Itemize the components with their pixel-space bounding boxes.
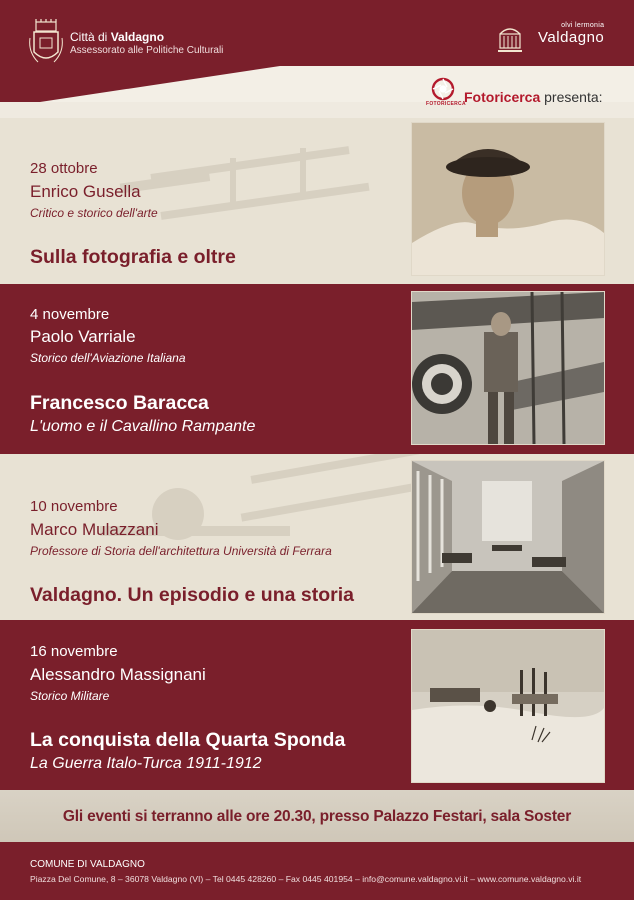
event-band-2 (0, 284, 634, 454)
aviator-photo (411, 291, 605, 445)
city-title (70, 30, 164, 44)
event-speaker: Alessandro Massignani (30, 665, 206, 684)
event-date: 4 novembre (30, 306, 110, 323)
event-date: 10 novembre (30, 498, 118, 515)
event-band-1 (0, 118, 634, 284)
venue-info: Gli eventi si terranno alle ore 20.30, presso Palazzo Festari, sala Soster (62, 808, 572, 825)
interior-photo (411, 460, 605, 614)
footer-org-part1: COMUNE (30, 859, 75, 870)
event-title: Sulla fotografia e oltre (30, 246, 236, 268)
city-crest-icon (28, 18, 64, 68)
event-subtitle: La Guerra Italo-Turca 1911-1912 (30, 755, 262, 772)
event-title: Francesco Baracca (30, 392, 209, 414)
event-title: Valdagno. Un episodio e una storia (30, 584, 354, 606)
city-name: Valdagno (110, 30, 165, 44)
theatre-logo-icon (496, 22, 524, 54)
partner-logo (538, 22, 604, 46)
event-subtitle: L'uomo e il Cavallino Rampante (30, 418, 256, 435)
event-title: La conquista della Quarta Sponda (30, 729, 346, 751)
footer-org-part2: DI VALDAGNO (77, 859, 145, 870)
event-role: Storico Militare (30, 689, 110, 703)
event-speaker: Marco Mulazzani (30, 520, 159, 539)
fotoricerca-mark-label: FOTORICERCA (426, 101, 466, 107)
event-speaker: Paolo Varriale (30, 327, 136, 346)
event-band-3 (0, 454, 634, 620)
event-role: Professore di Storia dell'architettura Università di Ferrara (30, 544, 332, 558)
portrait-photo (411, 122, 605, 276)
footer (0, 842, 634, 900)
event-speaker: Enrico Gusella (30, 182, 141, 201)
desert-photo (411, 629, 605, 783)
event-band-4 (0, 620, 634, 790)
fotoricerca-logo-icon (430, 76, 456, 102)
presenta-word: presenta: (544, 89, 603, 105)
partner-name: Valdagno (538, 29, 605, 46)
presenter-line (464, 89, 603, 105)
footer-address: Piazza Del Comune, 8 – 36078 Valdagno (VI) – Tel 0445 428260 – Fax 0445 401954 – info@comune.valdagno.vi.it – www.comune.valdagno.vi.it (30, 874, 582, 884)
department-label: Assessorato alle Politiche Culturali (70, 45, 224, 56)
event-role: Critico e storico dell'arte (30, 206, 158, 220)
event-date: 28 ottobre (30, 160, 98, 177)
city-prefix: Città di (70, 30, 108, 44)
footer-org (30, 859, 145, 870)
partner-sub: olvi lermonia (561, 22, 605, 29)
event-date: 16 novembre (30, 643, 118, 660)
event-role: Storico dell'Aviazione Italiana (30, 351, 186, 365)
presenter-name: Fotoricerca (464, 89, 541, 105)
